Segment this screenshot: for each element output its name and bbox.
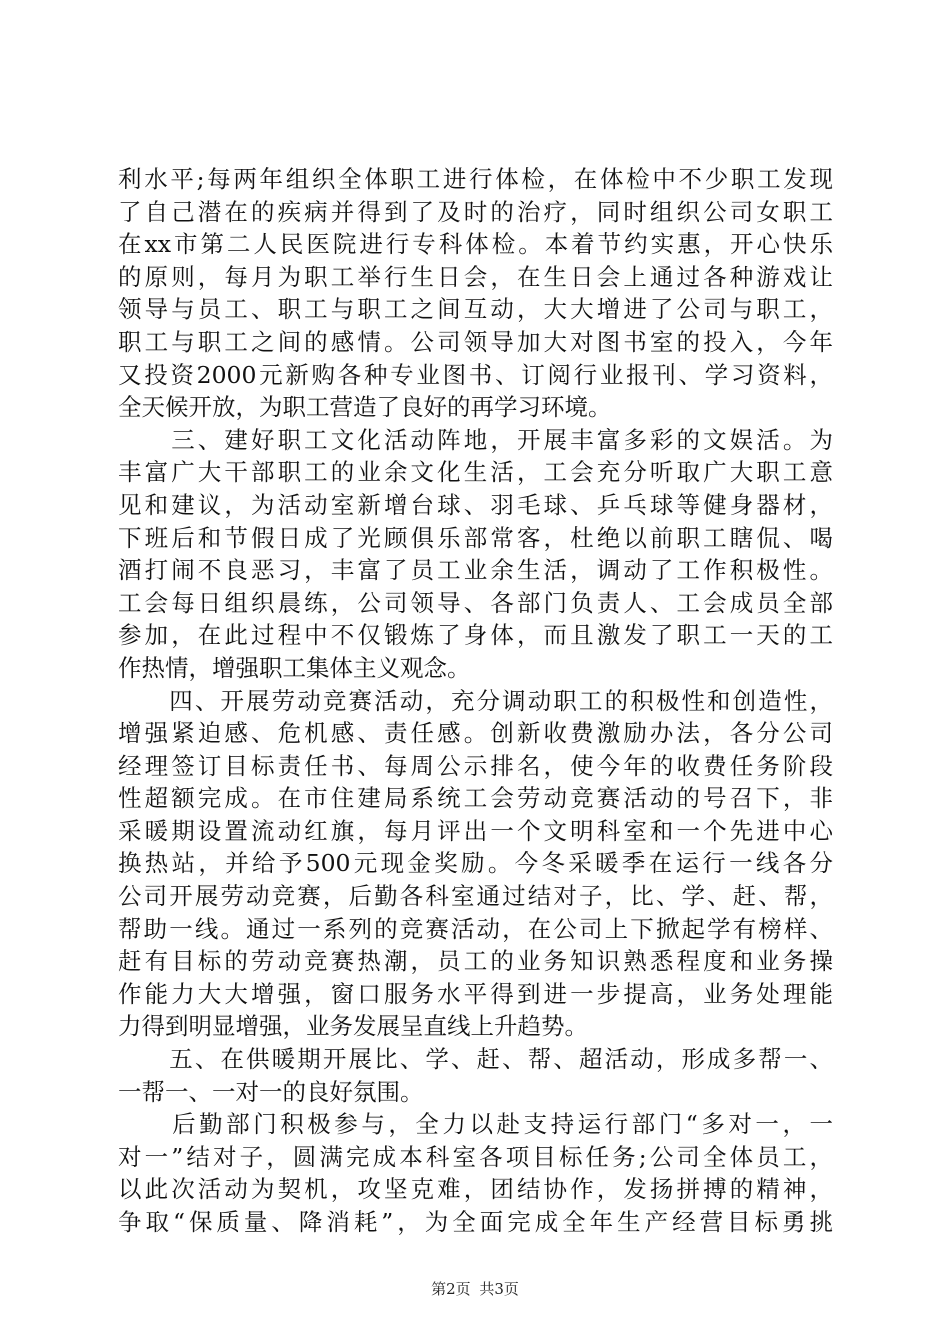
page-footer — [0, 1278, 950, 1299]
text-line: 工会每日组织晨练，公司领导、各部门负责人、工会成员全部 — [118, 588, 833, 617]
document-body — [118, 163, 833, 1239]
text-line: 又投资2000元新购各种专业图书、订阅行业报刊、学习资料， — [118, 360, 833, 389]
text-line: 后勤部门积极参与，全力以赴支持运行部门“多对一，一 — [118, 1110, 833, 1139]
text-line: 领导与员工、职工与职工之间互动，大大增进了公司与职工， — [118, 295, 833, 324]
text-line: 对一”结对子，圆满完成本科室各项目标任务;公司全体员工， — [118, 1142, 833, 1171]
text-line: 以此次活动为契机，攻坚克难，团结协作，发扬拼搏的精神， — [118, 1175, 833, 1204]
text-line: 帮助一线。通过一系列的竞赛活动，在公司上下掀起学有榜样、 — [118, 914, 833, 943]
text-line: 性超额完成。在市住建局系统工会劳动竞赛活动的号召下，非 — [118, 784, 833, 813]
text-line: 职工与职工之间的感情。公司领导加大对图书室的投入，今年 — [118, 327, 833, 356]
text-line: 的原则，每月为职工举行生日会，在生日会上通过各种游戏让 — [118, 262, 833, 291]
text-line: 参加，在此过程中不仅锻炼了身体，而且激发了职工一天的工 — [118, 621, 833, 650]
text-line: 经理签订目标责任书、每周公示排名，使今年的收费任务阶段 — [118, 751, 833, 780]
text-line: 作热情，增强职工集体主义观念。 — [118, 653, 471, 682]
text-line: 换热站，并给予500元现金奖励。今冬采暖季在运行一线各分 — [118, 849, 833, 878]
text-line: 全天候开放，为职工营造了良好的再学习环境。 — [118, 393, 612, 422]
text-line: 四、开展劳动竞赛活动，充分调动职工的积极性和创造性， — [118, 686, 833, 715]
text-line: 一帮一、一对一的良好氛围。 — [118, 1077, 424, 1106]
page-total: 共3页 — [479, 1280, 519, 1298]
text-line: 三、建好职工文化活动阵地，开展丰富多彩的文娱活。为 — [118, 425, 833, 454]
text-line: 下班后和节假日成了光顾俱乐部常客，杜绝以前职工瞎侃、喝 — [118, 523, 833, 552]
text-line: 赶有目标的劳动竞赛热潮，员工的业务知识熟悉程度和业务操 — [118, 947, 833, 976]
text-line: 公司开展劳动竞赛，后勤各科室通过结对子，比、学、赶、帮， — [118, 882, 833, 911]
text-line: 丰富广大干部职工的业余文化生活，工会充分听取广大职工意 — [118, 458, 833, 487]
text-line: 力得到明显增强，业务发展呈直线上升趋势。 — [118, 1012, 588, 1041]
text-line: 在xx市第二人民医院进行专科体检。本着节约实惠，开心快乐 — [118, 230, 833, 259]
text-line: 作能力大大增强，窗口服务水平得到进一步提高，业务处理能 — [118, 979, 833, 1008]
text-line: 五、在供暖期开展比、学、赶、帮、超活动，形成多帮一、 — [118, 1045, 833, 1074]
text-line: 酒打闹不良恶习，丰富了员工业余生活，调动了工作积极性。 — [118, 556, 833, 585]
text-line: 争取“保质量、降消耗”，为全面完成全年生产经营目标勇挑 — [118, 1208, 833, 1236]
text-line: 见和建议，为活动室新增台球、羽毛球、乒乓球等健身器材， — [118, 490, 833, 519]
text-line: 了自己潜在的疾病并得到了及时的治疗，同时组织公司女职工 — [118, 197, 833, 226]
text-line: 增强紧迫感、危机感、责任感。创新收费激励办法，各分公司 — [118, 719, 833, 748]
text-line: 采暖期设置流动红旗，每月评出一个文明科室和一个先进中心 — [118, 816, 833, 845]
text-line: 利水平;每两年组织全体职工进行体检，在体检中不少职工发现 — [118, 165, 833, 193]
page-number: 第2页 — [431, 1280, 471, 1298]
